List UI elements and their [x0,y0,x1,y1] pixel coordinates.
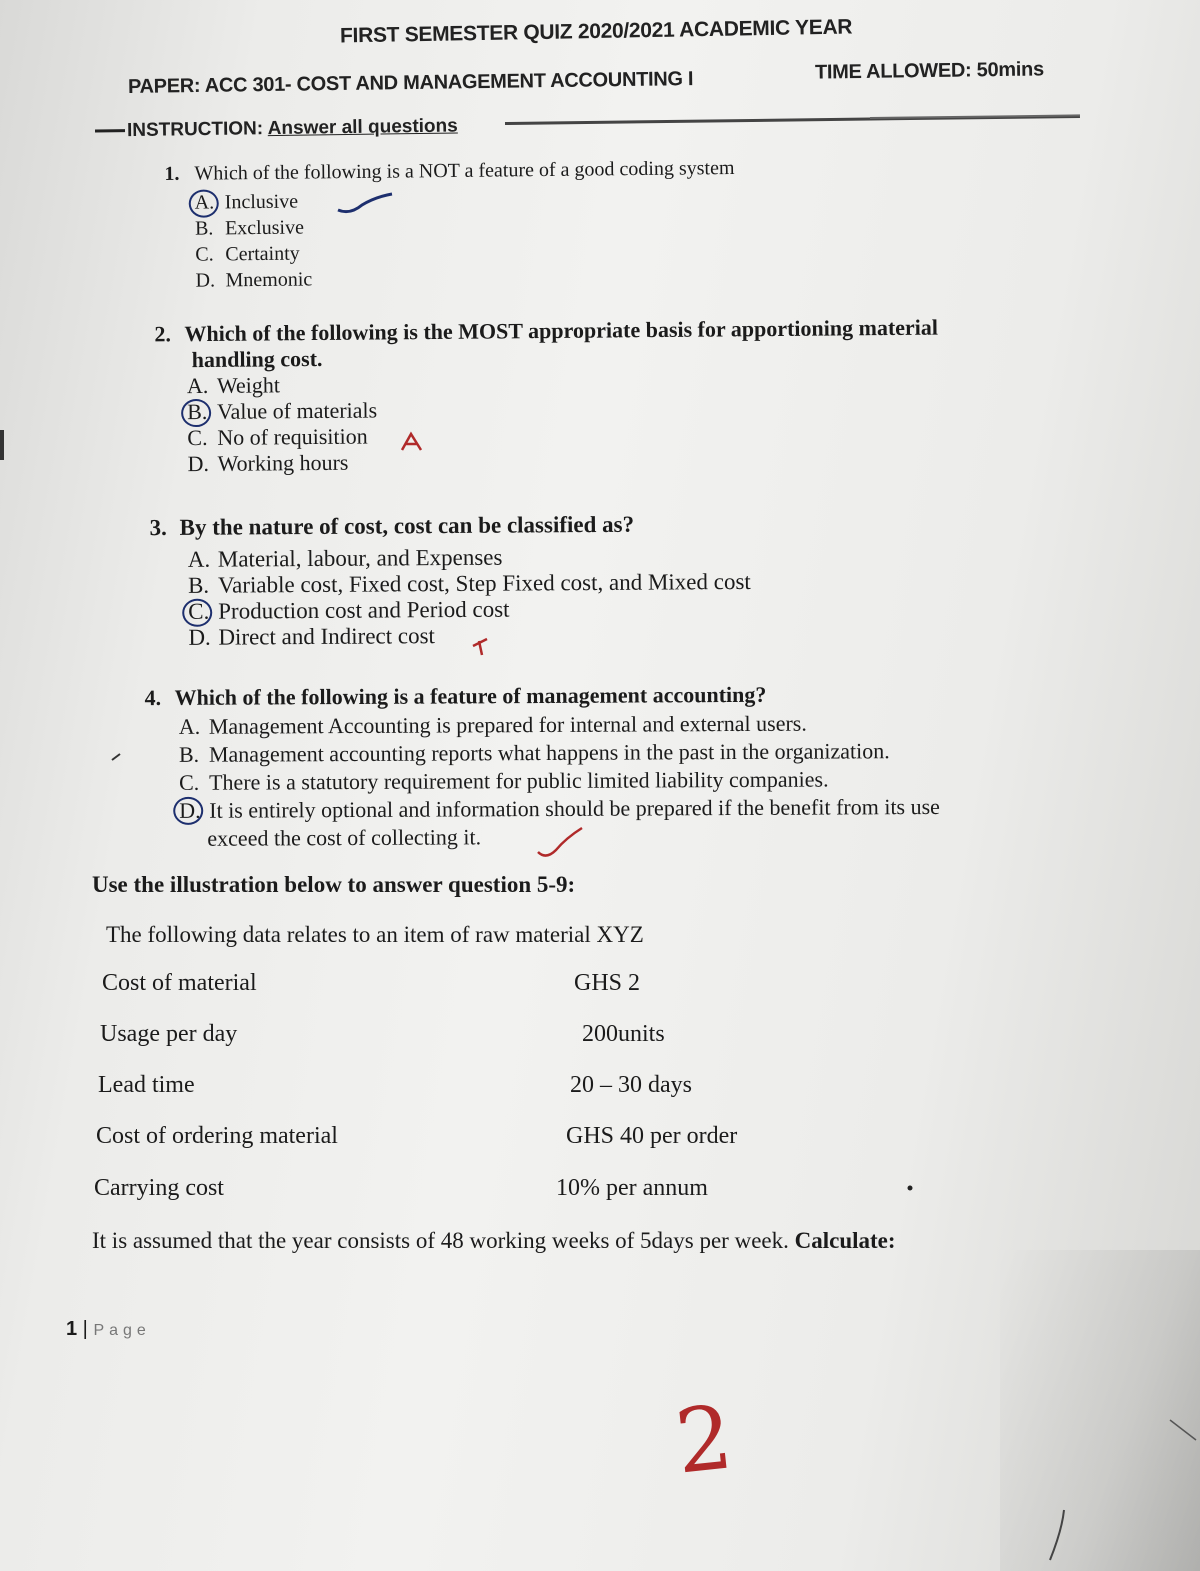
data-label: Usage per day [100,1021,238,1047]
illustration-intro: The following data relates to an item of raw material XYZ [106,922,644,947]
option-b: B. Variable cost, Fixed cost, Step Fixed cost, and Mixed cost [187,568,751,598]
option-a: A. Material, labour, and Expenses [187,544,503,572]
data-value: 200units [582,1021,665,1047]
stray-line-icon [112,754,120,760]
option-d: D. It is entirely optional and information should be prepared if the benefit from its use [179,793,940,825]
question-text: By the nature of cost, cost can be classified as? [179,511,635,540]
tick-mark-icon [538,828,582,856]
question-number: 1. [164,162,180,185]
option-c: C. Certainty [195,242,300,266]
option-d: D. Direct and Indirect cost [188,623,435,650]
assumption-text: It is assumed that the year consists of 48 working weeks of 5days per week. [92,1228,789,1253]
data-label: Lead time [98,1072,195,1098]
illustration-heading: Use the illustration below to answer question 5-9: [92,872,576,897]
page-footer: 1 | Page [66,1318,151,1340]
question-text: Which of the following is the MOST appropriate basis for apportioning material [184,314,939,347]
question-number: 3. [149,514,167,541]
stray-line-icon [1170,1420,1196,1440]
option-d: D. Mnemonic [195,268,313,292]
handwritten-page-number: 2 [670,1385,738,1494]
tick-mark-icon [402,434,421,450]
page-word: Page [93,1322,151,1339]
option-d: D. Working hours [187,449,349,477]
data-label: Cost of ordering material [96,1123,338,1149]
question-number: 4. [144,684,162,711]
tick-mark-icon [338,194,392,212]
data-value: GHS 40 per order [566,1123,738,1149]
question-number: 2. [154,321,172,347]
data-label: Carrying cost [94,1175,224,1201]
stray-line-icon [1050,1510,1064,1560]
ink-dot-icon [908,1186,913,1191]
data-value: 20 – 30 days [570,1072,692,1098]
time-allowed: TIME ALLOWED: 50mins [814,58,1044,84]
option-d-continued: exceed the cost of collecting it. [207,824,482,851]
option-c: C. Production cost and Period cost [188,595,751,625]
question-text: Which of the following is a feature of management accounting? [174,681,767,710]
page-number: 1 [66,1318,78,1340]
option-a: A. Inclusive [195,184,735,216]
option-b: B. Value of materials [187,393,939,426]
paper-title: PAPER: ACC 301- COST AND MANAGEMENT ACCOUNTING I [127,68,694,98]
option-a: A. Management Accounting is prepared for internal and external users. [178,710,807,739]
option-a: A. Weight [186,372,281,399]
question-text-continued: handling cost. [191,345,323,373]
calculate-label: Calculate: [794,1228,896,1253]
quiz-title: FIRST SEMESTER QUIZ 2020/2021 ACADEMIC YEAR [339,15,853,48]
option-b: B. Exclusive [194,216,305,240]
instruction-prefix: INSTRUCTION: [126,118,264,142]
option-c: C. There is a statutory requirement for public limited liability companies. [179,766,829,795]
data-value: GHS 2 [574,970,641,996]
option-b: B. Management accounting reports what happens in the past in the organization. [178,738,890,767]
question-text: Which of the following is a NOT a feature of a good coding system [194,157,735,185]
tick-mark-icon [473,639,487,655]
data-value: 10% per annum [556,1175,708,1201]
data-label: Cost of material [102,970,257,996]
option-c: C. No of requisition [187,423,368,451]
instruction-text: Answer all questions [267,115,458,140]
